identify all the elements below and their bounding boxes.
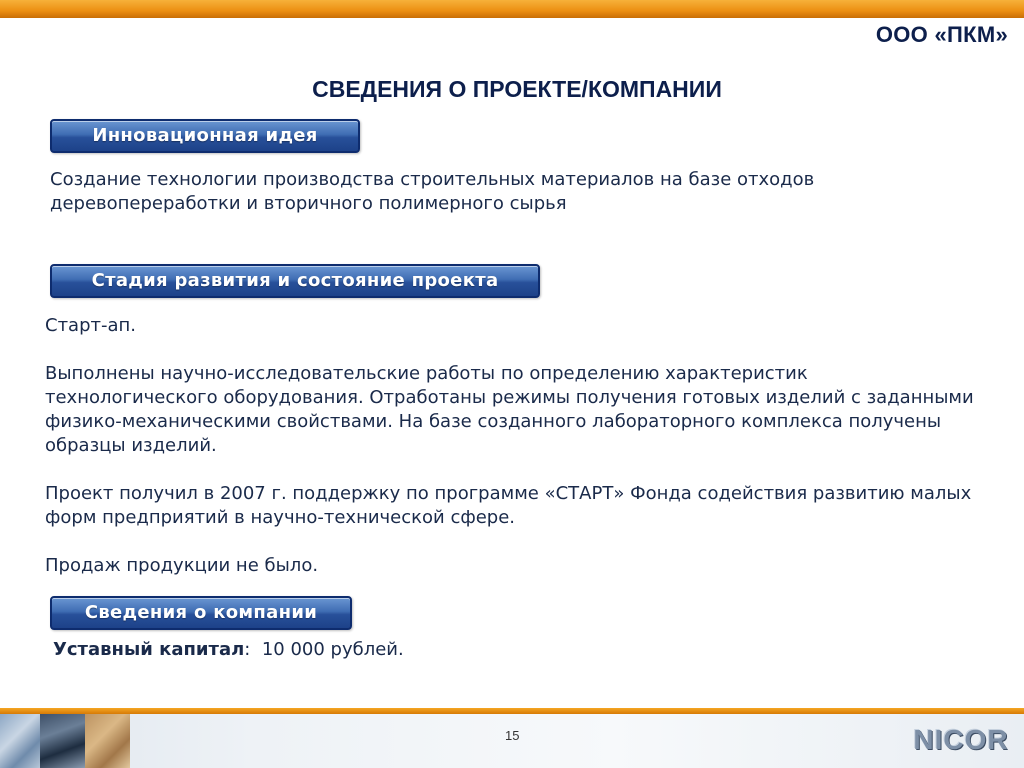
capital-value: 10 000 рублей. — [261, 639, 404, 660]
slide-title: СВЕДЕНИЯ О ПРОЕКТЕ/КОМПАНИИ — [312, 76, 722, 102]
section-header-innovative-idea: Инновационная идея — [50, 119, 360, 153]
company-name: ООО «ПКМ» — [875, 22, 1008, 47]
top-accent-bar — [0, 0, 1024, 18]
authorized-capital — [53, 638, 404, 662]
page-number: 15 — [505, 728, 520, 743]
stage-paragraph-support: Проект получил в 2007 г. поддержку по программе «СТАРТ» Фонда содействия развитию малых форм предприятий в научно-технической сфере. — [45, 483, 972, 528]
idea-description: Создание технологии производства строительных материалов на базе отходов деревопереработки и вторичного полимерного сырья — [50, 169, 815, 214]
project-stage-text — [45, 314, 985, 602]
stage-paragraph-sales: Продаж продукции не было. — [45, 555, 319, 576]
capital-label: Уставный капитал — [53, 639, 245, 660]
section-header-project-stage: Стадия развития и состояние проекта — [50, 264, 540, 298]
stage-paragraph-research: Выполнены научно-исследовательские работы по определению характеристик технологического оборудования. Отработаны режимы получения готовых изделий с заданными физико-механическими свойствами. На базе созданного лабораторного комплекса получены образцы изделий. — [45, 363, 974, 456]
section-header-company-info: Сведения о компании — [50, 596, 352, 630]
footer-photo-materials — [85, 714, 130, 768]
stage-paragraph-startup: Старт-ап. — [45, 315, 137, 336]
nicor-logo: NICOR — [913, 724, 1009, 755]
footer-photo-strip — [0, 714, 130, 768]
footer-photo-industrial — [0, 714, 40, 768]
capital-separator: : — [244, 639, 251, 660]
footer-photo-worker — [40, 714, 85, 768]
